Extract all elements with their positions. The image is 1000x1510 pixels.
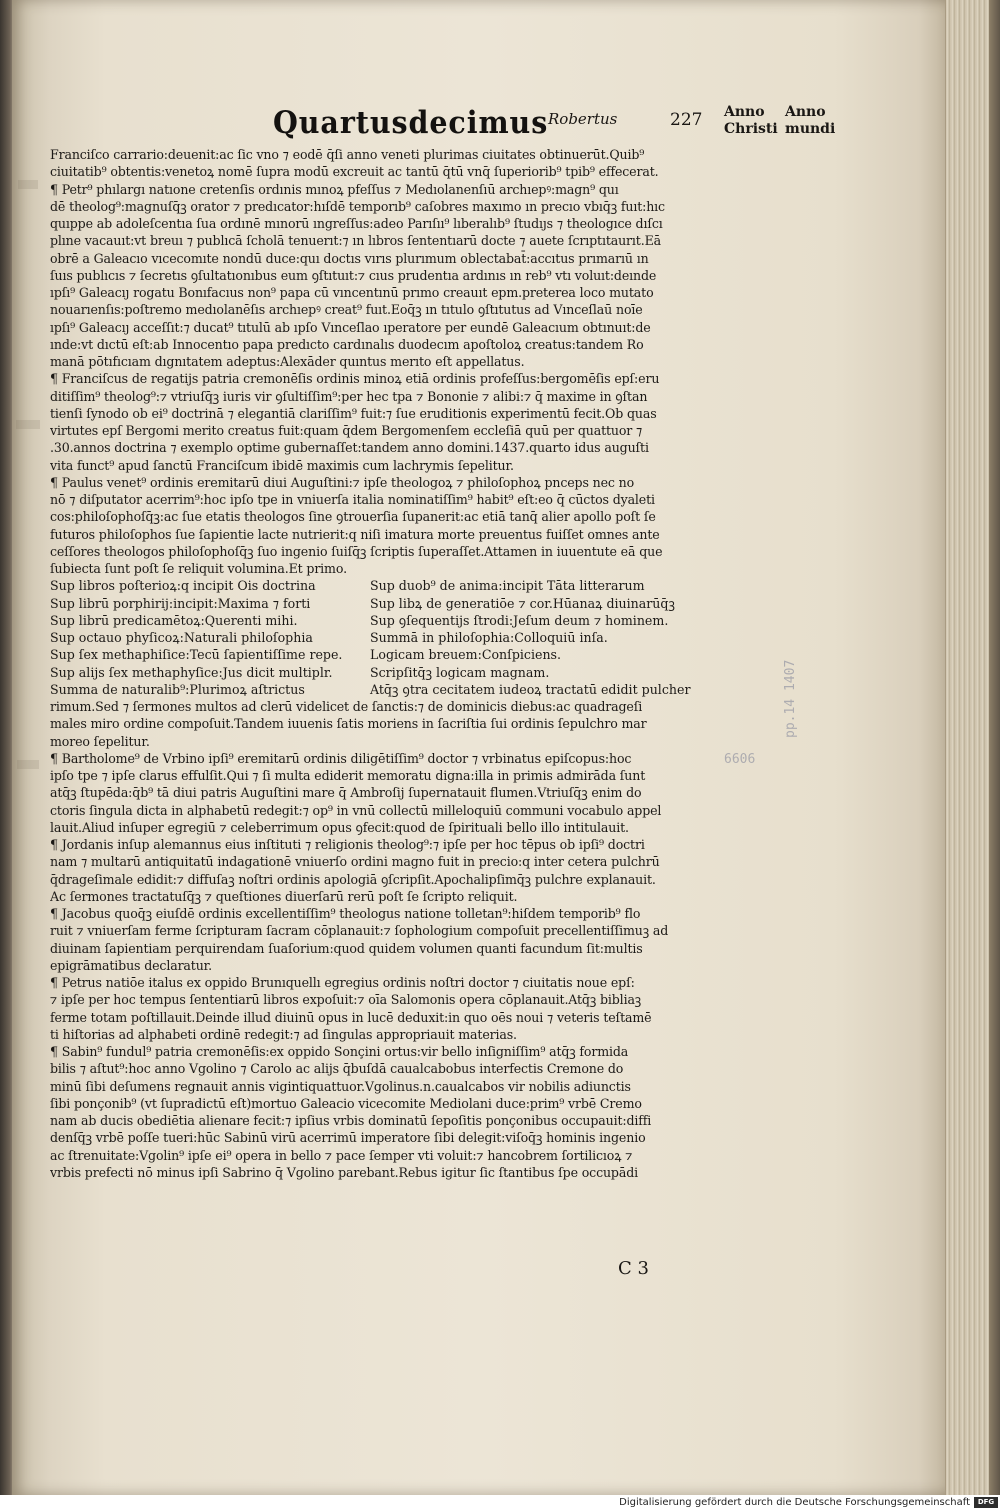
work-title-left: Sup librū porphirij:incipit:Maxima ⁊ forti (50, 595, 311, 611)
work-title-right: Summā in philoſophia:Colloquiū inſa. (370, 630, 608, 645)
work-title-right: Scripſitq̄ꝫ logicam magnam. (370, 664, 550, 680)
work-title-right: Sup ꝯſequentijs ſtrodi:Jeſum deum ⁊ hominem. (370, 612, 669, 628)
work-title-left: Summa de naturalib⁹:Plurimoꝝ aſtrictus (50, 681, 305, 697)
work-title-right: Atq̄ꝫ ꝯtra cecitatem iudeoꝝ tractatū edidit pulcher (370, 681, 691, 697)
text-line: nō ⁊ diſputator acerrim⁹:hoc ipſo tpe in vniuerſa italia nominatiſſim⁹ habit⁹ eſt:eo q̄ cūctos dyaleti (50, 492, 655, 507)
works-row (50, 595, 715, 612)
anno-mundi-heading: Anno mundi (785, 104, 836, 137)
works-list (50, 577, 715, 698)
works-row (50, 681, 715, 698)
text-line: ¶ Paulus venet⁹ ordinis eremitarū diui Auguſtini:⁊ ipſe theologoꝝ ⁊ philoſophoꝝ pnceps nec no (50, 474, 635, 490)
text-line: ipſo tpe ⁊ ipſe clarus effulſit.Qui ⁊ ſi multa ediderit memoratu digna:illa in primis admirāda ſunt (50, 768, 646, 783)
work-title-left: Sup octauo phyſicoꝝ:Naturali philoſophia (50, 630, 313, 645)
work-title-right: Sup libꝝ de generatiōe ⁊ cor.Hūanaꝝ diuinarūq̄ꝫ (370, 595, 675, 611)
text-line: nam ab ducis obediētia alienare fecit:⁊ ipſius vrbis dominatū ſepoſitis ponçonibus occupauit:diffi (50, 1113, 652, 1128)
text-line: vita funct⁹ apud ſanctū Franciſcum ibidē maximis cum lachrymis ſepelitur. (50, 457, 514, 473)
text-line: ſibi ponçonib⁹ (vt ſupradictū eſt)mortuo Galeacio vicecomite Mediolani duce:prim⁹ vrbē Cremo (50, 1095, 642, 1111)
dfg-logo: DFG (974, 1497, 998, 1508)
text-line: ıpſı⁹ Galeacıȷ acceſſıt:⁊ ducat⁹ tıtulū ab ıpſo Vınceſlao ıperatore per eundē Galeacıum obtınuıt:de (50, 319, 651, 335)
works-row (50, 577, 715, 594)
signature-mark: C 3 (618, 1258, 649, 1279)
text-line: nouarıenſıs:poſtremo medıolanēſıs archıepꝰ creat⁹ fuıt.Eoq̄ꝫ ın tıtulo ꝯſtıtutus ad Vınceſlaū noīe (50, 302, 643, 318)
text-line: futuros philoſophos ſue ſapientie lacte nutrierit:q niſi imatura morte preuentus fuiſſet omnes ante (50, 526, 660, 542)
text-line: ⁊ ipſe per hoc tempus ſententiarū libros expoſuit:⁊ oīa Salomonis opera cōplanauit.Atq̄ꝫ bibliaꝫ (50, 992, 642, 1008)
text-line: ruit ⁊ vniuerſam ferme ſcripturam ſacram cōplanauit:⁊ ſophologium compoſuit precellentiſſimuꝫ ad (50, 923, 669, 939)
work-title-left: Sup ſex methaphiſice:Tecū ſapientiſſime repe. (50, 647, 343, 663)
text-line: .30.annos doctrina ⁊ exemplo optime gubernaſſet:tandem anno domini.1437.quarto idus auguſti (50, 440, 649, 456)
text-line: males miro ordine compoſuit.Tandem iuuenis ſatis moriens in ſacriſtia ſui ordinis ſepulchro mar (50, 716, 647, 732)
work-title-left: Sup alijs ſex methaphyſice:Jus dicit multiplr. (50, 664, 333, 680)
text-line: moreo ſepelitur. (50, 733, 150, 749)
folio-number: 227 (670, 110, 703, 130)
text-line: ſuıs publıcıs ⁊ ſecretıs ꝯſultatıonıbus eum ꝯſtıtuıt:⁊ cıus prudentıa ardınıs ın reb⁹ vtı voluıt:deınde (50, 267, 657, 283)
running-head: Quartusdecimus (273, 105, 549, 141)
works-row (50, 629, 715, 646)
margin-note-pencil-rotated: pp.14 1407 (783, 659, 798, 738)
work-title-left: Sup librū predicamētoꝝ:Querenti mihi. (50, 612, 298, 628)
work-title-right: Sup duob⁹ de anima:incipit Tāta litterarum (370, 578, 645, 594)
text-line: Franciſco carrario:deuenit:ac ſic vno ⁊ eodē q̄ſi anno veneti plurimas ciuitates obtinuerūt.Quib⁹ (50, 147, 645, 162)
text-line: ditiſſim⁹ theolog⁹:⁊ vtriuſq̄ꝫ iuris vir ꝯſultiſſim⁹:per hec tpa ⁊ Bononie ⁊ alibi:⁊ q̄ maxime in ꝯſtan (50, 388, 648, 404)
text-line: dē theolog⁹:magnuſq̄ꝫ orator ⁊ predıcator:hıſdē temporıb⁹ caſobres maxımo ın precıo vbıq̄ꝫ fuıt:hıc (50, 198, 665, 214)
text-part-2 (50, 698, 715, 1181)
text-line: Ac ſermones tractatuſq̄ꝫ ⁊ queſtiones diuerſarū rerū poſt ſe ſcripto reliquit. (50, 888, 518, 904)
work-title-right: Logicam breuem:Conſpiciens. (370, 647, 562, 663)
text-line: lauit.Aliud inſuper egregiū ⁊ celeberrimum opus ꝯfecit:quod de ſpirituali bello illo intitulauit. (50, 819, 629, 835)
text-line: epigrāmatibus declaratur. (50, 957, 213, 973)
section-name: Robertus (548, 110, 618, 128)
text-line: rimum.Sed ⁊ ſermones multos ad clerū videlicet de ſanctis:⁊ de dominicis diebus:ac quadrageſi (50, 699, 643, 714)
footer-credit: Digitalisierung gefördert durch die Deutsche Forschungsgemeinschaft (619, 1497, 970, 1508)
text-line: ¶ Petr⁹ phılargı natıone cretenſis ordınis mınoꝝ pfeſſus ⁊ Medıolanenſıū archıepꝰ:magn⁹ quı (50, 181, 619, 197)
margin-note-pencil: 6606 (724, 752, 756, 767)
text-line: ¶ Jacobus quoq̄ꝫ eiuſdē ordinis excellentiſſim⁹ theologus natione tolletan⁹:hiſdem temporib⁹ flo (50, 906, 641, 921)
footer-bar (0, 1495, 1000, 1510)
text-line: ¶ Franciſcus de regatijs patria cremonēſis ordinis minoꝝ etiā ordinis profeſſus:bergomēſis epſ:eru (50, 371, 660, 387)
text-line: bilis ⁊ aſtut⁹:hoc anno Vgolino ⁊ Carolo ac alijs q̄buſdā caualcabobus interfectis Cremone do (50, 1061, 624, 1077)
text-line: cos:philoſophoſq̄ꝫ:ac ſue etatis theologos ſine ꝯtrouerſia ſupanerit:ac etiā tanq̄ alier apollo poſt ſe (50, 509, 656, 525)
text-line: q̄drageſimale edidit:⁊ diffuſaꝫ noſtri ordinis apologiā ꝯſcripſit.Apochalipſimq̄ꝫ pulchre explanauit. (50, 871, 656, 887)
text-line: ¶ Jordanis inſup alemannus eius inſtituti ⁊ religionis theolog⁹:⁊ ipſe per hoc tēpus ob ipſi⁹ doctri (50, 837, 645, 852)
anno-christi-heading: Anno Christi (724, 104, 778, 137)
text-line: ferme totam poſtillauit.Deinde illud diuinū opus in lucē deduxit:in quo oēs noui ⁊ veteris teſtamē (50, 1009, 652, 1025)
main-text-block (50, 146, 715, 1181)
text-line: denſq̄ꝫ vrbē poſſe tueri:hūc Sabinū virū acerrimū imperatore ſibi delegit:viſoq̄ꝫ hominis ingenio (50, 1130, 646, 1146)
text-line: plıne vacauıt:vt breuı ⁊ publıcā ſcholā tenuerıt:⁊ ın lıbros ſententıarū docte ⁊ auete ſcrıptıtaurıt.Eā (50, 233, 661, 249)
text-line: ceſſores theologos philoſophoſq̄ꝫ ſuo ingenio ſuiſq̄ꝫ ſcriptis ſuperaſſet.Attamen in iuuentute eā que (50, 543, 663, 559)
works-row (50, 646, 715, 663)
text-line: minū ſibi deſumens regnauit annis vigintiquattuor.Vgolinus.n.caualcabos vir nobilis adiunctis (50, 1078, 631, 1094)
text-line: ınde:vt dıctū eſt:ab Innocentıo papa predıcto cardınalıs duodecım apoſtoloꝝ creatus:tandem Ro (50, 336, 644, 352)
works-row (50, 664, 715, 681)
text-line: ¶ Petrus natiōe italus ex oppido Brunıquellı egregius ordinis noſtri doctor ⁊ ciuitatis noue epſ: (50, 975, 635, 990)
text-line: ti hiſtorias ad alphabeti ordinē redegit:⁊ ad ſingulas appropriauit materias. (50, 1026, 517, 1042)
text-line: nam ⁊ multarū antiquitatū indagationē vniuerſo ordini magno fuit in precio:q inter cetera pulchrū (50, 854, 660, 870)
work-title-left: Sup libros poſterioꝝ:q incipit Ois doctrina (50, 578, 316, 594)
text-line: ac ſtrenuitate:Vgolin⁹ ipſe ei⁹ opera in bello ⁊ pace ſemper vti voluit:⁊ hancobrem ſortilicıoꝝ ⁊ (50, 1147, 633, 1163)
text-line: ctoris ſingula dicta in alphabetū redegit:⁊ op⁹ in vnū collectū milleloquiū communi vocabulo appel (50, 802, 662, 818)
text-line: ſubiecta ſunt poſt ſe reliquit volumina.Et primo. (50, 561, 347, 576)
text-line: vrbis prefecti nō minus ipſi Sabrino q̄ Vgolino parebant.Rebus igitur ſic ſtantibus ſpe occupādi (50, 1164, 638, 1180)
text-line: ¶ Sabin⁹ fundul⁹ patria cremonēſis:ex oppido Sonçini ortus:vir bello inſigniſſim⁹ atq̄ꝫ formida (50, 1044, 629, 1059)
text-line: manā pōtıfıcıam dıgnıtatem adeptus:Alexāder quıntus merıto eſt appellatus. (50, 354, 525, 369)
page-edges (945, 0, 1000, 1495)
text-line: ıpſı⁹ Galeacıȷ rogatu Bonıfacıus non⁹ papa cū vıncentınū prımo creauıt epm.preterea loco mutato (50, 285, 654, 300)
text-line: atq̄ꝫ ſtupēda:q̄b⁹ tā diui patris Auguſtini mare q̄ Ambroſij ſupernatauit flumen.Vtriuſq̄ꝫ enim do (50, 785, 642, 801)
text-part-1 (50, 146, 715, 577)
text-line: obrē a Galeacıo vıcecomıte nondū duce:quı doctıs vırıs plurımum oblectabat̄:accıtus prımarıū ın (50, 250, 649, 266)
text-line: ciuitatib⁹ obtentis:venetoꝝ nomē ſupra modū excreuit ac tantū q̄tū vnq̄ ſuperiorib⁹ tpib⁹ effecerat. (50, 164, 659, 180)
text-line: tienſi ſynodo ob ei⁹ doctrinā ⁊ elegantiā clariſſim⁹ fuit:⁊ ſue eruditionis experimentū fecit.Ob quas (50, 405, 657, 421)
text-line: ¶ Bartholome⁹ de Vrbino ipſi⁹ eremitarū ordinis diligētiſſim⁹ doctor ⁊ vrbinatus epiſcopus:hoc (50, 750, 632, 766)
text-line: diuinam ſapientiam perquirendam ſuaſorium:quod quidem volumen quanti facundum ſit:multis (50, 940, 643, 956)
works-row (50, 612, 715, 629)
text-line: quıppe ab adoleſcentıa ſua ordınē mınorū ıngreſſus:adeo Parıſıı⁹ lıberalıb⁹ ſtudıȷs ⁊ theologıce dıſcı (50, 216, 663, 231)
text-line: virtutes epſ Bergomi merito creatus fuit:quam q̄dem Bergomenſem eccleſiā quū per quattuor ⁊ (50, 423, 643, 438)
